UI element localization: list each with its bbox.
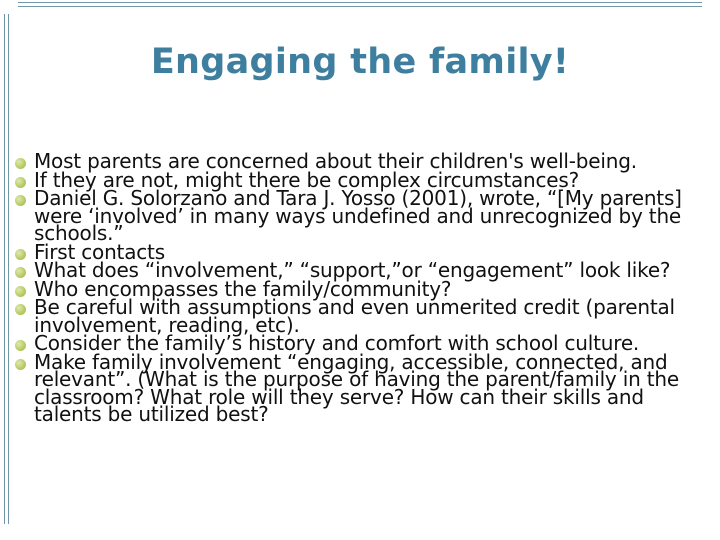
bullet-text: Most parents are concerned about their children's well-being. xyxy=(34,149,637,173)
bullet-item xyxy=(0,349,720,426)
bullet-item xyxy=(0,295,720,337)
bullet-dot-icon xyxy=(15,195,26,206)
slide-title: Engaging the family! xyxy=(150,42,570,82)
bullet-text: Make family involvement “engaging, accessible, connected, and relevant”. (What is the purpose of having the parent/family in the classroom? What role will they serve? How can their skills and talents be utilized best? xyxy=(34,349,679,426)
bullet-text: Be careful with assumptions and even unmerited credit (parental involvement, reading, etc). xyxy=(34,295,675,337)
bullet-dot-icon xyxy=(15,359,26,370)
bullet-dot-icon xyxy=(15,340,26,351)
bullet-text: Daniel G. Solorzano and Tara J. Yosso (2001), wrote, “[My parents] were ‘involved’ in many ways undefined and unrecognized by the schools.” xyxy=(34,186,682,245)
bullet-item xyxy=(0,186,720,245)
bullet-dot-icon xyxy=(15,177,26,188)
bullet-text: First contacts xyxy=(34,239,165,264)
bullet-text: Consider the family’s history and comfort with school culture. xyxy=(34,331,640,355)
top-border-rule xyxy=(18,2,702,7)
bullet-dot-icon xyxy=(15,249,26,260)
bullet-text: Who encompasses the family/community? xyxy=(34,276,452,301)
bullet-dot-icon xyxy=(15,304,26,315)
bullet-dot-icon xyxy=(15,158,26,169)
bullet-list xyxy=(0,149,720,426)
bullet-text: If they are not, might there be complex circumstances? xyxy=(34,167,580,192)
bullet-dot-icon xyxy=(15,286,26,297)
bullet-dot-icon xyxy=(15,267,26,278)
bullet-text: What does “involvement,” “support,”or “engagement” look like? xyxy=(34,258,671,282)
